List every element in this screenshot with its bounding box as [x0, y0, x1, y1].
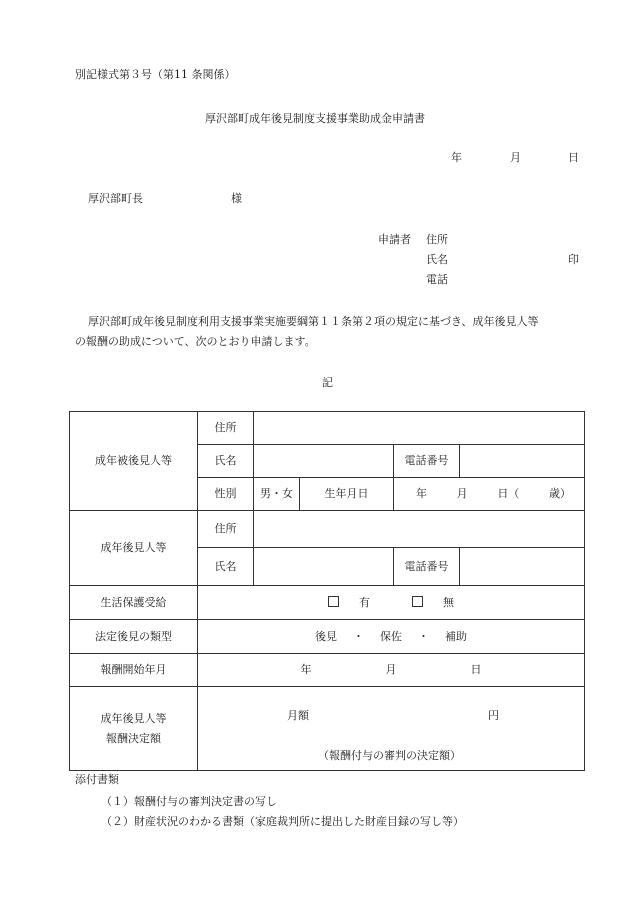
- attachments-title: 添付書類: [75, 773, 119, 786]
- addressee-honorific: 様: [231, 192, 242, 205]
- date-year: 年: [451, 151, 462, 164]
- fee-amount-label-2: 報酬決定額: [106, 731, 161, 745]
- body-line-2: の報酬の助成について、次のとおり申請します。: [75, 335, 316, 348]
- guardianship-type-label: 法定後見の類型: [70, 620, 198, 654]
- ward-name-field[interactable]: [254, 445, 394, 478]
- ward-name-label: 氏名: [198, 445, 254, 478]
- type-option-hosa: 保佐: [380, 629, 402, 643]
- attachment-item: （１）報酬付与の審判決定書の写し: [101, 795, 277, 808]
- dob-age: 歳）: [548, 487, 571, 500]
- form-number: 別記様式第３号（第11 条関係）: [75, 68, 236, 81]
- ward-address-field[interactable]: [254, 412, 585, 445]
- attachment-item: （２）財産状況のわかる書類（家庭裁判所に提出した財産目録の写し等）: [101, 815, 464, 828]
- applicant-name-label: 氏名: [426, 253, 448, 266]
- date-day: 日: [568, 151, 579, 164]
- type-option-kouken: 後見: [315, 629, 337, 643]
- welfare-label: 生活保護受給: [70, 586, 198, 620]
- ward-address-label: 住所: [198, 412, 254, 445]
- applicant-role: 申請者: [378, 233, 411, 246]
- start-year: 年: [300, 663, 312, 676]
- applicant-phone-label: 電話: [426, 273, 448, 286]
- welfare-row: [70, 586, 585, 620]
- guardian-phone-label: 電話番号: [394, 548, 460, 586]
- fee-start-row: [70, 654, 585, 687]
- guardian-name-field[interactable]: [254, 548, 394, 586]
- ki-heading: 記: [322, 376, 333, 389]
- start-day: 日: [470, 663, 482, 676]
- addressee-name: 厚沢部町長: [88, 192, 143, 205]
- applicant-address-label: 住所: [426, 233, 448, 246]
- fee-note: （報酬付与の審判の決定額）: [318, 749, 461, 762]
- ward-phone-label: 電話番号: [394, 445, 460, 478]
- fee-amount-row: [70, 687, 585, 771]
- dob-month: 月: [456, 487, 468, 500]
- guardianship-type-row: [70, 620, 585, 654]
- fee-amount-header: [70, 687, 198, 771]
- welfare-yes-checkbox[interactable]: [328, 596, 339, 607]
- ward-dob-label: 生年月日: [300, 478, 394, 511]
- ward-sex-label: 性別: [198, 478, 254, 511]
- type-option-hojo: 補助: [445, 629, 467, 643]
- welfare-field: [198, 586, 585, 620]
- date-month: 月: [510, 151, 521, 164]
- document-title: 厚沢部町成年後見制度支援事業助成金申請書: [205, 112, 425, 125]
- ward-dob-field[interactable]: [394, 478, 585, 511]
- type-sep-2: ・: [418, 629, 429, 643]
- seal-mark: 印: [568, 253, 579, 266]
- guardian-name-label: 氏名: [198, 548, 254, 586]
- welfare-yes-label: 有: [359, 595, 370, 609]
- yen-unit: 円: [488, 709, 499, 722]
- ward-header: 成年被後見人等: [70, 412, 198, 511]
- type-sep-1: ・: [353, 629, 364, 643]
- guardian-address-field[interactable]: [254, 511, 585, 548]
- fee-start-label: 報酬開始年月: [70, 654, 198, 687]
- body-line-1: 厚沢部町成年後見制度利用支援事業実施要綱第１１条第２項の規定に基づき、成年後見人等: [88, 315, 539, 328]
- guardian-header: 成年後見人等: [70, 511, 198, 586]
- dob-day: 日（: [497, 487, 520, 500]
- start-month: 月: [385, 663, 397, 676]
- guardian-address-row: [70, 511, 585, 548]
- welfare-no-label: 無: [443, 595, 454, 609]
- guardianship-type-options[interactable]: [198, 620, 585, 654]
- guardian-phone-field[interactable]: [460, 548, 585, 586]
- ward-address-row: [70, 412, 585, 445]
- ward-phone-field[interactable]: [460, 445, 585, 478]
- fee-amount-label-1: 成年後見人等: [100, 711, 167, 725]
- ward-sex-options[interactable]: 男・女: [254, 478, 300, 511]
- guardian-address-label: 住所: [198, 511, 254, 548]
- fee-amount-field[interactable]: [198, 687, 585, 771]
- application-table: [69, 411, 585, 771]
- monthly-amount-label: 月額: [287, 709, 309, 722]
- welfare-no-checkbox[interactable]: [412, 596, 423, 607]
- dob-year: 年: [416, 487, 427, 500]
- fee-start-field[interactable]: [198, 654, 585, 687]
